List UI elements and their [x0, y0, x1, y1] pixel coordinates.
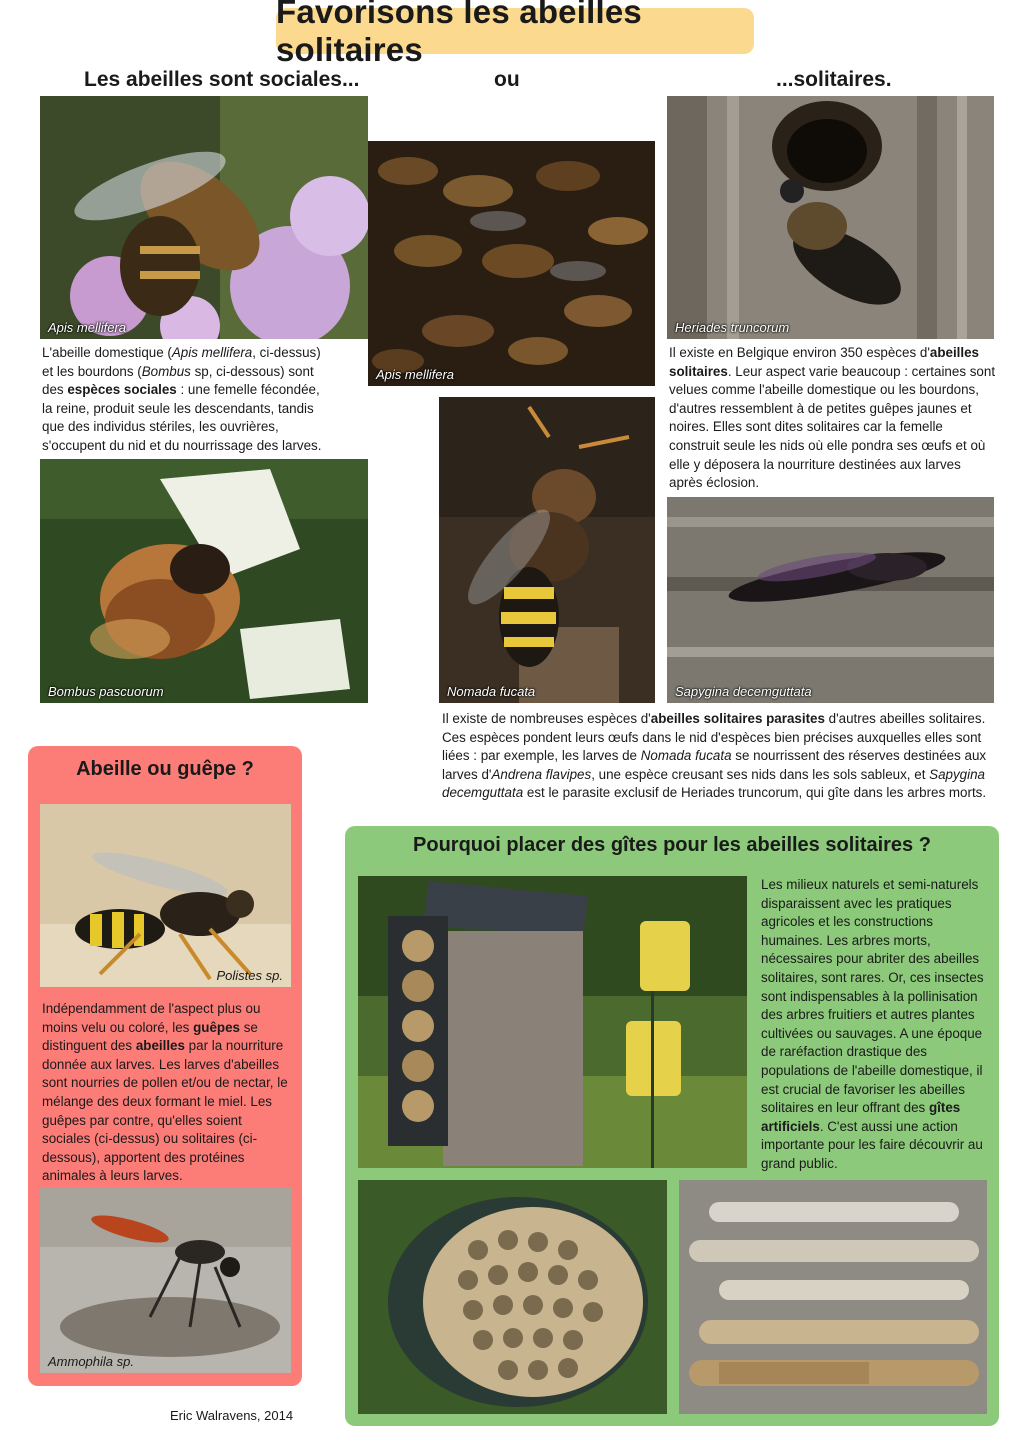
title-banner [276, 0, 754, 68]
photo-polistes [40, 804, 291, 987]
photo-apis-flower [40, 96, 368, 339]
credit: Eric Walravens, 2014 [170, 1408, 294, 1423]
nest-panel [345, 826, 999, 1426]
solitary-text: Il existe en Belgique environ 350 espèces d'abeilles solitaires. Leur aspect varie beaucoup : certaines sont velues comme l'abeille domestique ou les bourdons, d'autres ressemblent à de petites guêpes jaunes et noires. Elles sont dites solitaires car la femelle construit seule les nids où elle pondra ses œufs et où elle y déposera la nourriture destinées aux larves après éclosion. [669, 345, 996, 491]
wasp-panel [28, 746, 302, 1386]
social-text: L'abeille domestique (Apis mellifera, ci-dessus) et les bourdons (Bombus sp, ci-dessous) sont des espèces sociales : une femelle fécondée, la reine, produit seule les descendants, tandis que des individus stériles, les ouvrières, s'occupent du nid et du nourrissage des larves. [42, 345, 322, 453]
photo-ammophila [40, 1187, 291, 1373]
parasite-text: Il existe de nombreuses espèces d'abeilles solitaires parasites d'autres abeilles solitaires. Ces espèces pondent leurs œufs dans le nid d'espèces bien précises auxquelles elles sont liées : par exemple, les larves de Nomada fucata se nourrissent des réserves destinées aux larves d'Andrena flavipes, une espèce creusant ses nids dans les sols sableux, et Sapygina decemguttata est le parasite exclusif de Heriades truncorum, qui gîte dans les arbres morts. [442, 711, 987, 801]
page-title: Favorisons les abeilles solitaires [276, 0, 642, 68]
photo-sapygina [667, 497, 994, 703]
nest-panel-title: Pourquoi placer des gîtes pour les abeilles solitaires ? [413, 834, 931, 856]
photo-bee-hotel [358, 876, 747, 1168]
heading-social: Les abeilles sont sociales... [84, 68, 360, 91]
nest-panel-text: Les milieux naturels et semi-naturels disparaissent avec les pratiques agricoles et les constructions humaines. Les arbres morts, nécessaires pour abriter des abeilles solitaires, sont rares. Or, ces insectes sont indispensables à la pollinisation des arbres fruitiers et autres plantes cultivées ou sauvages. A une époque de raréfaction drastique des populations de l'abeille domestique, il est crucial de favoriser les abeilles solitaires en leur offrant des gîtes artificiels. C'est aussi une action importante pour les faire découvrir au grand public. [761, 877, 984, 1171]
caption-ammophila: Ammophila sp. [48, 1354, 134, 1369]
caption-apis-2: Apis mellifera [376, 367, 455, 382]
photo-bombus [40, 459, 368, 703]
heading-solitary: ...solitaires. [776, 68, 892, 91]
photo-heriades [667, 96, 994, 339]
wasp-panel-text: Indépendamment de l'aspect plus ou moins velu ou coloré, les guêpes se distinguent des abeilles par la nourriture donnée aux larves. Les larves d'abeilles sont nourries de pollen et/ou de nectar, le mélange des deux formant le miel. Les guêpes par contre, qu'elles soient sociales (ci-dessus) ou solitaires (ci-dessous), apportent des protéines animales à leurs larves. [42, 1001, 288, 1184]
wasp-panel-title: Abeille ou guêpe ? [76, 758, 254, 780]
heading-or: ou [494, 68, 520, 91]
caption-heriades: Heriades truncorum [675, 320, 790, 335]
photo-nomada [439, 397, 655, 703]
caption-nomada: Nomada fucata [447, 684, 536, 699]
caption-bombus: Bombus pascuorum [48, 684, 164, 699]
photo-glass-tubes [679, 1180, 987, 1414]
photo-bamboo-nest [358, 1180, 667, 1414]
photo-apis-cluster [368, 141, 655, 386]
caption-apis-1: Apis mellifera [48, 320, 127, 335]
caption-polistes: Polistes sp. [216, 968, 283, 983]
caption-sapygina: Sapygina decemguttata [675, 684, 812, 699]
